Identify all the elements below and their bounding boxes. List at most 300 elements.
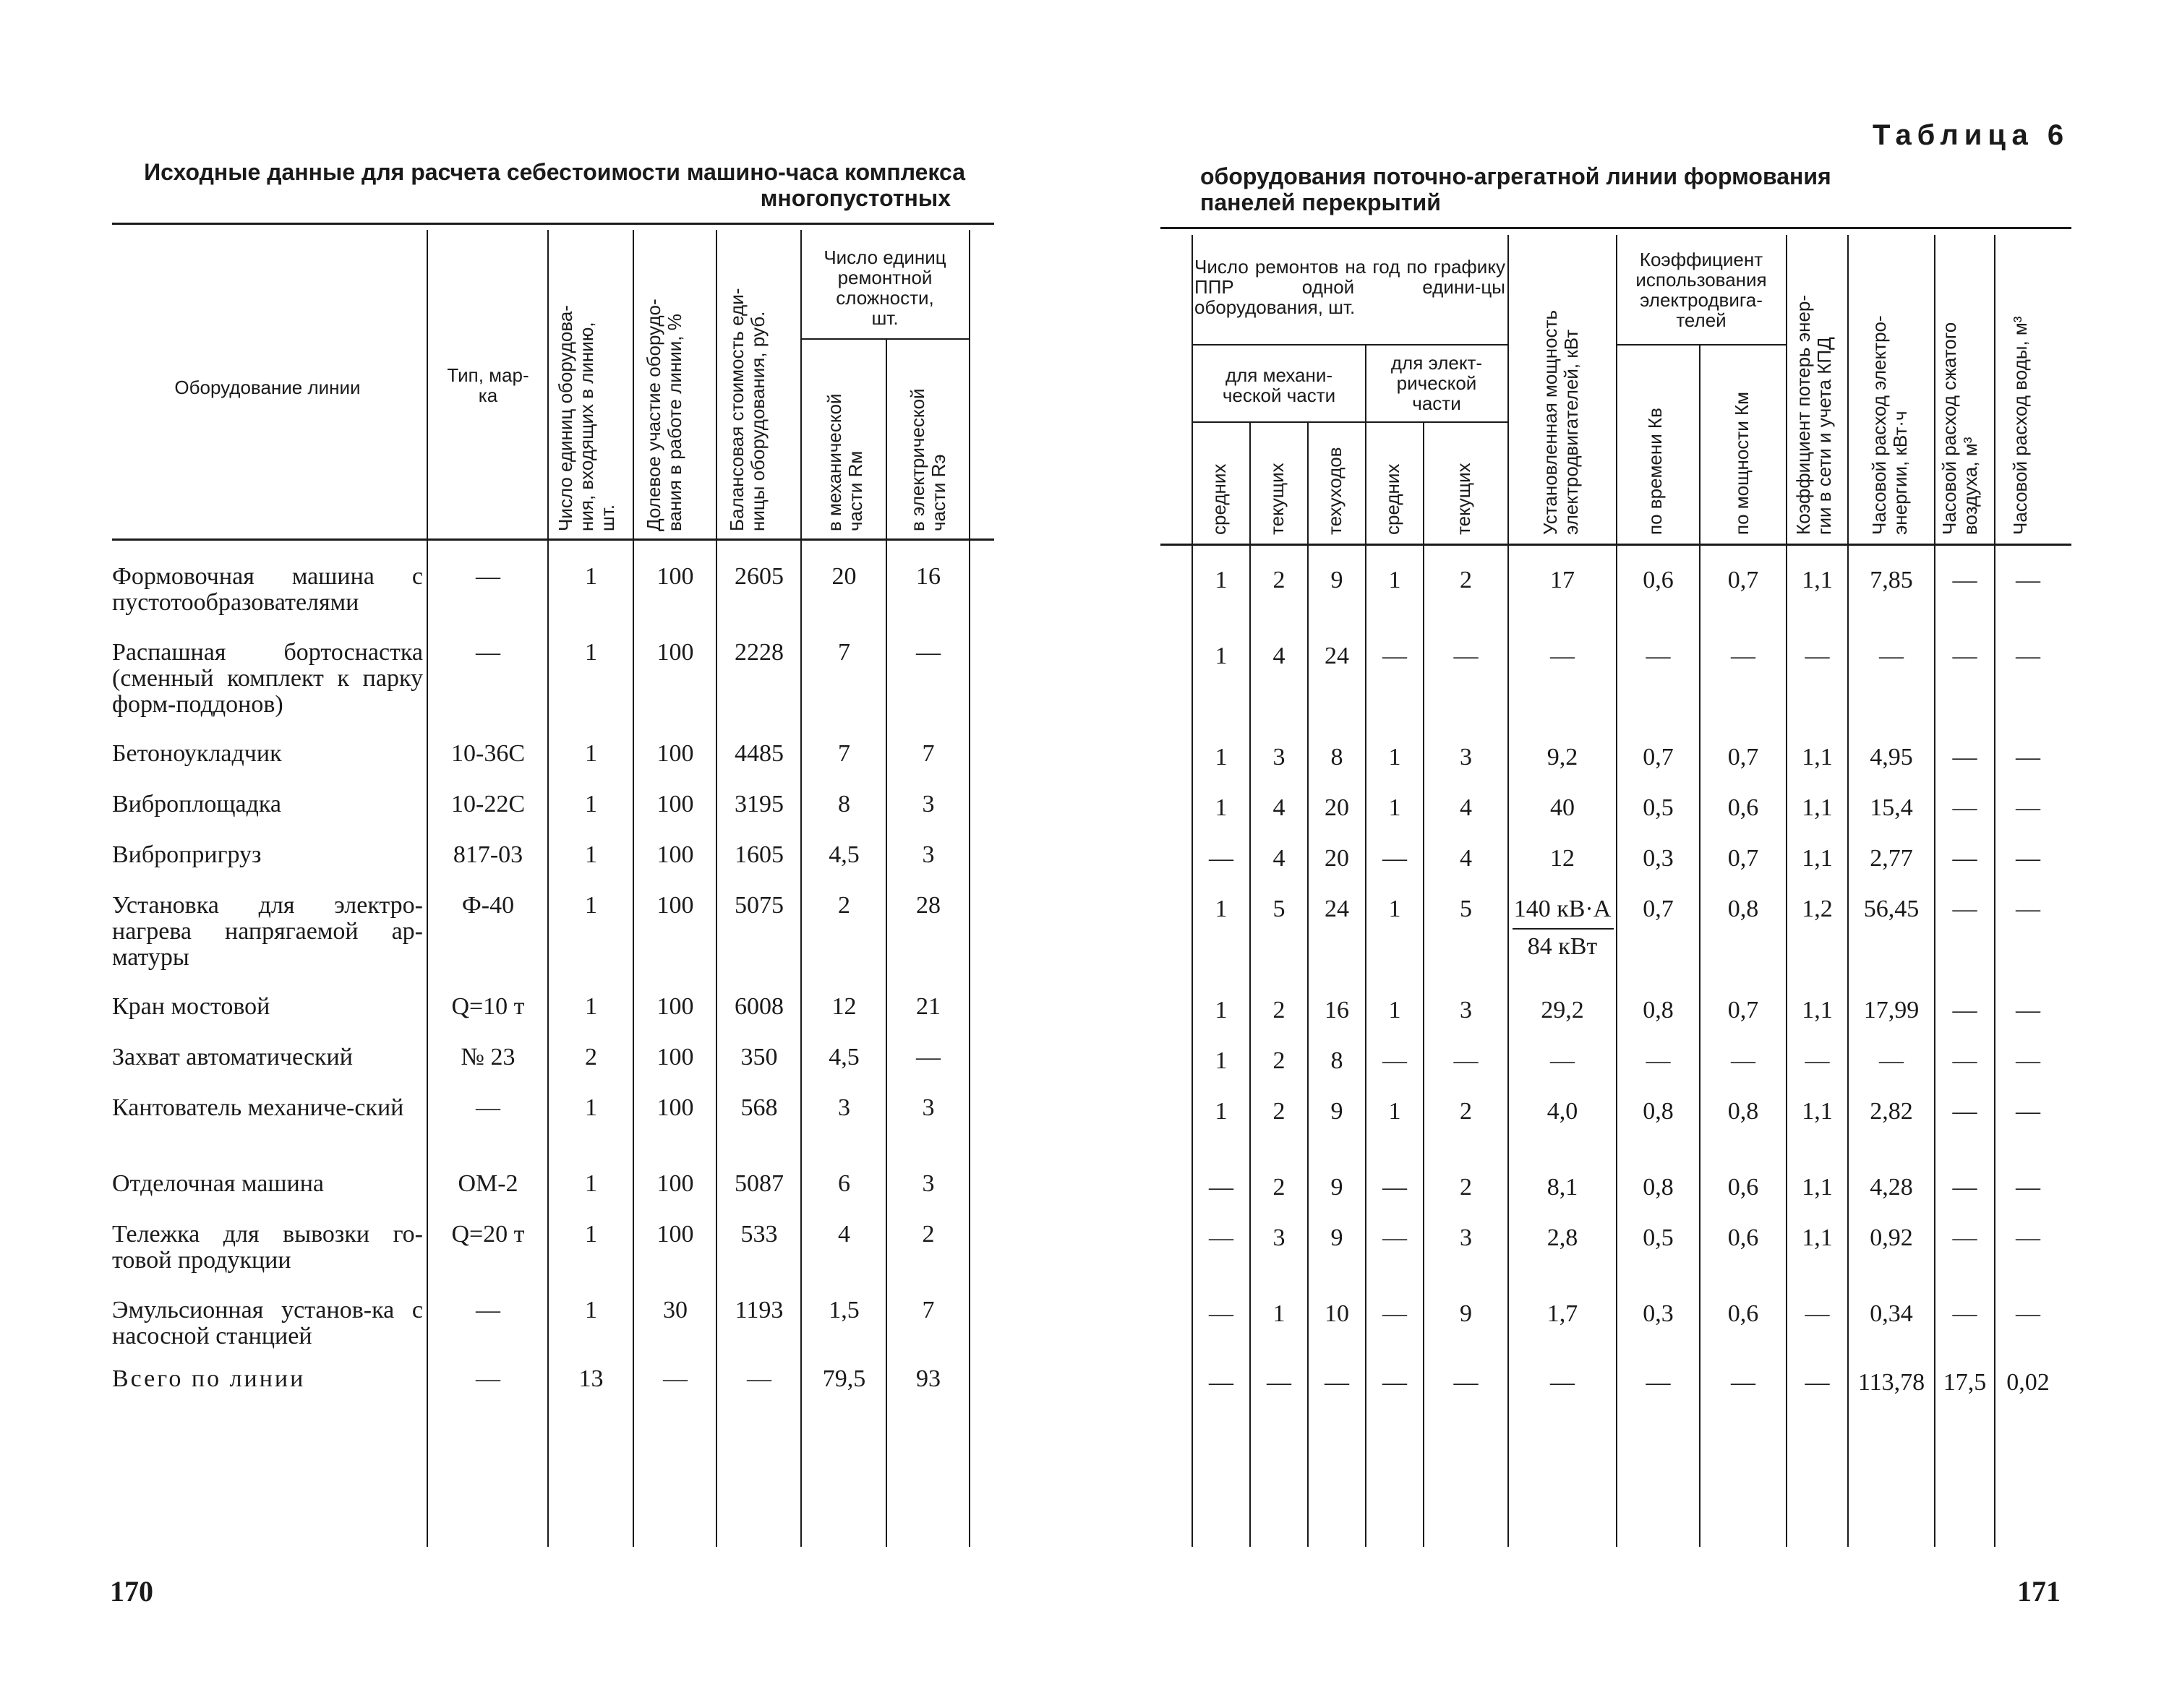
left-top-rule <box>112 223 994 225</box>
cell-m_med: — <box>1209 1224 1233 1251</box>
cell-rm: 4,5 <box>829 1044 860 1070</box>
cell-m_cur: 1 <box>1272 1300 1285 1327</box>
cell-e_cur: 2 <box>1460 1098 1472 1125</box>
cell-e_cur: 5 <box>1460 896 1472 922</box>
left-subgroup-rule <box>800 338 969 340</box>
cell-share: — <box>663 1365 688 1392</box>
cell-energy: 0,92 <box>1870 1224 1913 1251</box>
cell-air: — <box>1952 794 1977 821</box>
equipment-name: Установка для электро-нагрева напрягаемой ар-матуры <box>112 892 423 971</box>
hdr-current2: текущих <box>1453 463 1474 535</box>
cell-power: — <box>1550 1369 1575 1396</box>
cell-m_tech: 8 <box>1330 744 1343 771</box>
cell-cost: — <box>747 1365 771 1392</box>
cell-e_med: 1 <box>1388 997 1401 1023</box>
cell-e_cur: 9 <box>1460 1300 1472 1327</box>
cell-km: 0,6 <box>1727 1174 1759 1201</box>
cell-m_cur: — <box>1267 1369 1291 1396</box>
equipment-name: Тележка для вывозки го-товой продукции <box>112 1221 423 1274</box>
cell-count: 13 <box>578 1365 604 1392</box>
cell-cost: 568 <box>740 1094 778 1121</box>
cell-power-secondary: 84 кВт <box>1527 933 1598 960</box>
cell-e_med: 1 <box>1388 794 1401 821</box>
cell-kv: 0,5 <box>1643 1224 1674 1251</box>
right-subgroup-rule <box>1616 344 1786 346</box>
cell-cost: 2228 <box>735 639 784 666</box>
cell-m_tech: 16 <box>1325 997 1349 1023</box>
equipment-name: Виброплощадка <box>112 791 281 817</box>
cell-cost: 533 <box>740 1221 778 1248</box>
cell-air: — <box>1952 567 1977 593</box>
equipment-name: Кран мостовой <box>112 993 270 1020</box>
cell-power: — <box>1550 1047 1575 1074</box>
cell-rm: 3 <box>838 1094 850 1121</box>
cell-count: 2 <box>585 1044 597 1070</box>
cell-water: — <box>2016 997 2040 1023</box>
cell-count: 1 <box>585 1297 597 1323</box>
cell-water: — <box>2016 1224 2040 1251</box>
cell-power: 2,8 <box>1546 1224 1578 1251</box>
hdr-coef-group: Коэффициент использования электродвига- телей <box>1635 249 1767 331</box>
hdr-cost: Балансовая стоимость еди- ницы оборудования, руб. <box>726 288 769 531</box>
cell-type: № 23 <box>461 1044 515 1070</box>
cell-loss: 1,1 <box>1802 997 1833 1023</box>
cell-loss: — <box>1805 1369 1830 1396</box>
cell-km: 0,6 <box>1727 794 1759 821</box>
hdr-medium: средних <box>1208 463 1230 535</box>
cell-cost: 6008 <box>735 993 784 1020</box>
left-title-line2: многопустотных <box>760 185 951 211</box>
cell-count: 1 <box>585 841 597 868</box>
hdr-water: Часовой расход воды, м³ <box>2009 316 2031 535</box>
cell-e_med: 1 <box>1388 567 1401 593</box>
cell-loss: 1,1 <box>1802 744 1833 771</box>
hdr-equipment: Оборудование линии <box>174 377 361 398</box>
right-page-number: 171 <box>2017 1575 2061 1608</box>
cell-air: — <box>1952 1047 1977 1074</box>
cell-re: 3 <box>922 1170 935 1197</box>
cell-water: — <box>2016 1174 2040 1201</box>
right-subgroup-rule <box>1192 421 1507 423</box>
equipment-name: Кантователь механиче-ский <box>112 1094 404 1121</box>
cell-loss: 1,1 <box>1802 845 1833 872</box>
cell-m_med: 1 <box>1215 744 1228 771</box>
cell-energy: 56,45 <box>1863 896 1920 922</box>
cell-rm: 1,5 <box>829 1297 860 1323</box>
cell-kv: — <box>1646 1047 1671 1074</box>
cell-re: 93 <box>916 1365 941 1392</box>
cell-e_med: — <box>1382 1369 1407 1396</box>
cell-count: 1 <box>585 1170 597 1197</box>
cell-air: — <box>1952 997 1977 1023</box>
cell-m_med: 1 <box>1215 794 1228 821</box>
left-title-line1: Исходные данные для расчета себестоимости машино-часа комплекса <box>144 159 965 185</box>
cell-e_cur: — <box>1453 643 1479 669</box>
cell-rm: 7 <box>838 740 850 767</box>
cell-kv: — <box>1646 643 1671 669</box>
cell-m_med: — <box>1209 845 1233 872</box>
cell-m_med: 1 <box>1215 1047 1228 1074</box>
cell-km: — <box>1731 643 1755 669</box>
cell-loss: 1,1 <box>1802 567 1833 593</box>
cell-power: 29,2 <box>1541 997 1584 1023</box>
cell-loss: — <box>1805 643 1830 669</box>
equipment-name: Бетоноукладчик <box>112 740 282 767</box>
equipment-name: Захват автоматический <box>112 1044 353 1070</box>
hdr-elec-group: для элект- рической части <box>1390 352 1483 414</box>
cell-m_med: 1 <box>1215 643 1228 669</box>
cell-water: — <box>2016 567 2040 593</box>
cell-water: — <box>2016 1098 2040 1125</box>
cell-energy: — <box>1879 1047 1904 1074</box>
cell-water: — <box>2016 744 2040 771</box>
hdr-mech: в механической части Rм <box>823 393 866 531</box>
cell-re: 16 <box>916 563 941 590</box>
cell-m_tech: 20 <box>1325 794 1349 821</box>
hdr-current: текущих <box>1266 463 1288 535</box>
cell-air: 17,5 <box>1943 1369 1987 1396</box>
right-subgroup-rule <box>1192 344 1507 346</box>
cell-m_tech: 24 <box>1325 896 1349 922</box>
cell-energy: 15,4 <box>1870 794 1913 821</box>
cell-re: — <box>916 1044 941 1070</box>
hdr-medium2: средних <box>1382 463 1403 535</box>
cell-count: 1 <box>585 791 597 817</box>
cell-type: Q=10 т <box>451 993 525 1020</box>
cell-power: 9,2 <box>1546 744 1578 771</box>
cell-power: 1,7 <box>1546 1300 1578 1327</box>
cell-share: 100 <box>656 563 694 590</box>
right-vline <box>1616 235 1617 1547</box>
hdr-air: Часовой расход сжатого воздуха, м³ <box>1938 322 1981 535</box>
cell-type: — <box>476 563 500 590</box>
cell-cost: 350 <box>740 1044 778 1070</box>
cell-loss: 1,1 <box>1802 1224 1833 1251</box>
cell-re: 3 <box>922 1094 935 1121</box>
cell-e_med: — <box>1382 1047 1407 1074</box>
hdr-repairs-group: Число ремонтов на год по графику ППР одной едини-цы оборудования, шт. <box>1194 256 1505 318</box>
cell-rm: 2 <box>838 892 850 919</box>
cell-m_med: — <box>1209 1174 1233 1201</box>
cell-count: 1 <box>585 740 597 767</box>
cell-count: 1 <box>585 993 597 1020</box>
hdr-energy: Часовой расход электро- энергии, кВт·ч <box>1868 315 1911 535</box>
cell-e_cur: 3 <box>1460 744 1472 771</box>
cell-water: — <box>2016 1047 2040 1074</box>
cell-share: 30 <box>663 1297 688 1323</box>
cell-re: — <box>916 639 941 666</box>
cell-m_cur: 4 <box>1272 845 1285 872</box>
cell-kv: 0,7 <box>1643 744 1674 771</box>
right-vline <box>1934 235 1935 1547</box>
cell-m_tech: 20 <box>1325 845 1349 872</box>
cell-e_cur: 3 <box>1460 1224 1472 1251</box>
cell-type: 817-03 <box>453 841 523 868</box>
right-vline <box>1786 235 1787 1547</box>
cell-kv: 0,7 <box>1643 896 1674 922</box>
cell-e_cur: 2 <box>1460 567 1472 593</box>
cell-share: 100 <box>656 639 694 666</box>
cell-e_med: — <box>1382 1174 1407 1201</box>
cell-e_med: 1 <box>1388 1098 1401 1125</box>
cell-air: — <box>1952 896 1977 922</box>
hdr-type: Тип, мар- ка <box>447 364 529 406</box>
cell-share: 100 <box>656 1094 694 1121</box>
cell-e_cur: 3 <box>1460 997 1472 1023</box>
cell-count: 1 <box>585 1094 597 1121</box>
cell-type: Ф-40 <box>461 892 515 919</box>
cell-rm: 8 <box>838 791 850 817</box>
cell-m_tech: — <box>1325 1369 1349 1396</box>
cell-e_cur: — <box>1453 1047 1479 1074</box>
cell-m_tech: 9 <box>1330 1098 1343 1125</box>
cell-air: — <box>1952 1174 1977 1201</box>
right-vline <box>1847 235 1849 1547</box>
cell-re: 21 <box>916 993 941 1020</box>
cell-type: 10-22С <box>451 791 525 817</box>
equipment-name: Вибропригруз <box>112 841 262 868</box>
cell-loss: 1,1 <box>1802 794 1833 821</box>
left-vline <box>800 230 802 1547</box>
cell-air: — <box>1952 845 1977 872</box>
cell-km: 0,7 <box>1727 997 1759 1023</box>
cell-km: 0,6 <box>1727 1300 1759 1327</box>
cell-m_tech: 24 <box>1325 643 1349 669</box>
cell-power: 12 <box>1550 845 1575 872</box>
cell-kv: 0,3 <box>1643 1300 1674 1327</box>
cell-energy: 17,99 <box>1863 997 1920 1023</box>
hdr-elec: в электрической части Rэ <box>907 388 949 531</box>
cell-share: 100 <box>656 993 694 1020</box>
cell-rm: 6 <box>838 1170 850 1197</box>
cell-type: — <box>476 1094 500 1121</box>
cell-loss: 1,1 <box>1802 1174 1833 1201</box>
cell-m_cur: 3 <box>1272 1224 1285 1251</box>
cell-share: 100 <box>656 841 694 868</box>
table-label: Таблица 6 <box>1873 119 2070 151</box>
cell-water: — <box>2016 794 2040 821</box>
cell-energy: 7,85 <box>1870 567 1913 593</box>
cell-air: — <box>1952 1300 1977 1327</box>
right-vline <box>1365 346 1366 1547</box>
right-top-rule <box>1160 227 2071 229</box>
cell-share: 100 <box>656 1221 694 1248</box>
cell-air: — <box>1952 643 1977 669</box>
cell-air: — <box>1952 1224 1977 1251</box>
cell-energy: 113,78 <box>1857 1369 1925 1396</box>
equipment-name: Распашная бортоснастка (сменный комплект к парку форм-поддонов) <box>112 639 423 718</box>
cell-energy: 0,34 <box>1870 1300 1913 1327</box>
cell-cost: 5087 <box>735 1170 784 1197</box>
cell-m_tech: 9 <box>1330 1174 1343 1201</box>
cell-kv: — <box>1646 1369 1671 1396</box>
cell-air: — <box>1952 1098 1977 1125</box>
cell-m_cur: 5 <box>1272 896 1285 922</box>
cell-m_med: — <box>1209 1300 1233 1327</box>
cell-count: 1 <box>585 1221 597 1248</box>
power-fraction-rule <box>1513 928 1614 930</box>
cell-m_cur: 2 <box>1272 1098 1285 1125</box>
cell-m_cur: 4 <box>1272 794 1285 821</box>
equipment-name: Эмульсионная установ-ка с насосной станцией <box>112 1297 423 1349</box>
hdr-count: Число единиц оборудова- ния, входящих в линию, шт. <box>555 305 618 531</box>
cell-kv: 0,5 <box>1643 794 1674 821</box>
cell-e_med: 1 <box>1388 896 1401 922</box>
cell-loss: 1,2 <box>1802 896 1833 922</box>
cell-m_med: 1 <box>1215 896 1228 922</box>
cell-count: 1 <box>585 892 597 919</box>
left-vline <box>633 230 634 1547</box>
right-vline <box>1699 346 1700 1547</box>
hdr-kv: по времени Кв <box>1644 408 1666 535</box>
cell-kv: 0,8 <box>1643 997 1674 1023</box>
cell-type: 10-36С <box>451 740 525 767</box>
cell-rm: 79,5 <box>822 1365 866 1392</box>
cell-water: — <box>2016 896 2040 922</box>
hdr-tech: техуходов <box>1324 447 1346 535</box>
cell-e_med: — <box>1382 643 1407 669</box>
cell-re: 28 <box>916 892 941 919</box>
cell-e_cur: 4 <box>1460 794 1472 821</box>
cell-energy: 4,95 <box>1870 744 1913 771</box>
cell-rm: 20 <box>831 563 857 590</box>
right-title-line2: панелей перекрытий <box>1200 189 1441 215</box>
cell-e_cur: 4 <box>1460 845 1472 872</box>
cell-m_cur: 2 <box>1272 997 1285 1023</box>
cell-count: 1 <box>585 639 597 666</box>
left-vline <box>716 230 717 1547</box>
cell-m_med: 1 <box>1215 567 1228 593</box>
hdr-mech-group: для механи- ческой части <box>1222 364 1336 406</box>
cell-power: 40 <box>1550 794 1575 821</box>
equipment-name: Формовочная машина с пустотообразователями <box>112 563 423 616</box>
cell-count: 1 <box>585 563 597 590</box>
cell-km: 0,7 <box>1727 845 1759 872</box>
cell-km: 0,7 <box>1727 744 1759 771</box>
cell-kv: 0,8 <box>1643 1098 1674 1125</box>
cell-m_med: 1 <box>1215 997 1228 1023</box>
right-vline <box>1192 235 1193 1547</box>
cell-re: 3 <box>922 841 935 868</box>
cell-m_tech: 9 <box>1330 567 1343 593</box>
cell-water: — <box>2016 643 2040 669</box>
cell-kv: 0,6 <box>1643 567 1674 593</box>
left-vline <box>886 340 887 1547</box>
cell-m_med: 1 <box>1215 1098 1228 1125</box>
cell-power: 140 кВ·А <box>1513 896 1612 922</box>
left-page-number: 170 <box>110 1575 153 1608</box>
right-vline <box>1507 235 1509 1547</box>
right-vline <box>1994 235 1995 1547</box>
left-vline <box>969 230 970 1547</box>
left-header-rule <box>112 538 994 541</box>
cell-m_cur: 2 <box>1272 1174 1285 1201</box>
cell-km: — <box>1731 1369 1755 1396</box>
cell-water: — <box>2016 1300 2040 1327</box>
cell-energy: 4,28 <box>1870 1174 1913 1201</box>
cell-e_med: 1 <box>1388 744 1401 771</box>
cell-power: 4,0 <box>1546 1098 1578 1125</box>
cell-share: 100 <box>656 740 694 767</box>
cell-kv: 0,8 <box>1643 1174 1674 1201</box>
hdr-power: Установленная мощность электродвигателей, кВт <box>1539 310 1582 535</box>
cell-rm: 4,5 <box>829 841 860 868</box>
cell-share: 100 <box>656 791 694 817</box>
cell-m_tech: 10 <box>1325 1300 1349 1327</box>
cell-km: 0,6 <box>1727 1224 1759 1251</box>
cell-m_med: — <box>1209 1369 1233 1396</box>
left-vline <box>547 230 549 1547</box>
cell-energy: — <box>1879 643 1904 669</box>
cell-kv: 0,3 <box>1643 845 1674 872</box>
cell-air: — <box>1952 744 1977 771</box>
cell-cost: 4485 <box>735 740 784 767</box>
cell-m_cur: 2 <box>1272 1047 1285 1074</box>
cell-loss: — <box>1805 1300 1830 1327</box>
cell-energy: 2,77 <box>1870 845 1913 872</box>
cell-type: Q=20 т <box>451 1221 525 1248</box>
cell-water: — <box>2016 845 2040 872</box>
cell-e_cur: — <box>1453 1369 1479 1396</box>
cell-m_cur: 2 <box>1272 567 1285 593</box>
cell-m_cur: 3 <box>1272 744 1285 771</box>
hdr-km: по мощности Км <box>1731 392 1753 535</box>
cell-re: 3 <box>922 791 935 817</box>
right-title-line1: оборудования поточно-агрегатной линии формования <box>1200 163 1831 189</box>
cell-m_tech: 8 <box>1330 1047 1343 1074</box>
hdr-share: Долевое участие оборудо- вания в работе линии, % <box>643 299 685 531</box>
cell-power: 8,1 <box>1546 1174 1578 1201</box>
cell-e_med: — <box>1382 845 1407 872</box>
cell-share: 100 <box>656 892 694 919</box>
cell-rm: 4 <box>838 1221 850 1248</box>
equipment-name: Отделочная машина <box>112 1170 325 1197</box>
cell-rm: 12 <box>831 993 857 1020</box>
hdr-loss: Коэффициент потерь энер- гии в сети и учета КПД <box>1792 294 1835 535</box>
cell-type: ОМ-2 <box>458 1170 518 1197</box>
cell-type: — <box>476 1365 500 1392</box>
cell-m_tech: 9 <box>1330 1224 1343 1251</box>
cell-cost: 5075 <box>735 892 784 919</box>
cell-power: 17 <box>1550 567 1575 593</box>
cell-loss: 1,1 <box>1802 1098 1833 1125</box>
cell-e_cur: 2 <box>1460 1174 1472 1201</box>
cell-energy: 2,82 <box>1870 1098 1913 1125</box>
cell-power: — <box>1550 643 1575 669</box>
cell-type: — <box>476 1297 500 1323</box>
cell-km: 0,8 <box>1727 1098 1759 1125</box>
cell-share: 100 <box>656 1170 694 1197</box>
cell-km: 0,8 <box>1727 896 1759 922</box>
cell-share: 100 <box>656 1044 694 1070</box>
cell-cost: 3195 <box>735 791 784 817</box>
cell-loss: — <box>1805 1047 1830 1074</box>
cell-km: — <box>1731 1047 1755 1074</box>
cell-m_cur: 4 <box>1272 643 1285 669</box>
cell-cost: 1605 <box>735 841 784 868</box>
cell-cost: 1193 <box>735 1297 784 1323</box>
cell-km: 0,7 <box>1727 567 1759 593</box>
left-vline <box>427 230 428 1547</box>
hdr-complexity-group: Число единиц ремонтной сложности, шт. <box>823 246 946 329</box>
cell-water: 0,02 <box>2006 1369 2050 1396</box>
cell-cost: 2605 <box>735 563 784 590</box>
cell-re: 7 <box>922 740 935 767</box>
cell-rm: 7 <box>838 639 850 666</box>
cell-e_med: — <box>1382 1300 1407 1327</box>
cell-re: 7 <box>922 1297 935 1323</box>
cell-type: — <box>476 639 500 666</box>
